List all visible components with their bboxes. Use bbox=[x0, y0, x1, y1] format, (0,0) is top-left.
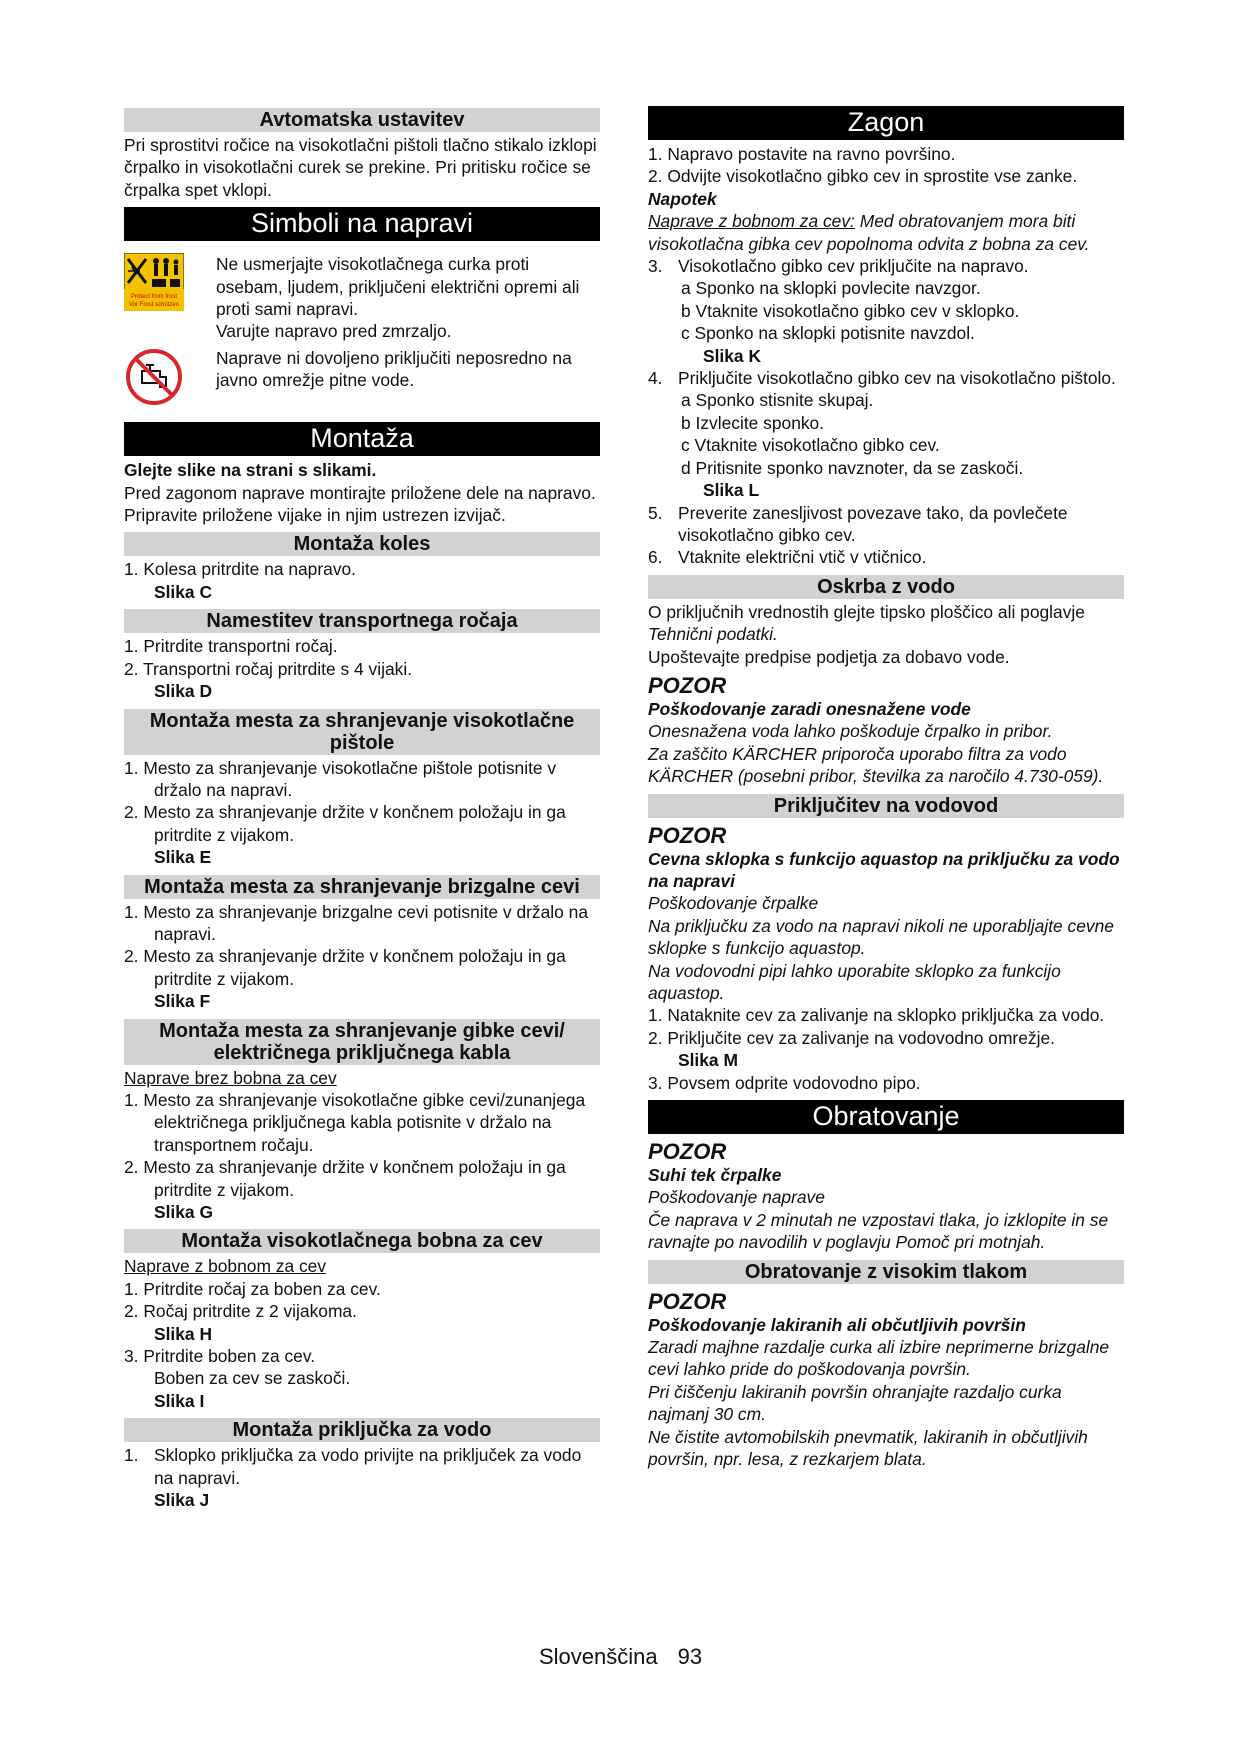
boben-step-3-note: Boben za cev se zaskoči. bbox=[154, 1368, 351, 1389]
zagon-step-2: 2. Odvijte visokotlačno gibko cev in sprostite vse zanke. bbox=[648, 166, 1078, 187]
right-column bbox=[648, 108, 1124, 1471]
obratovanje-warning-0: Poškodovanje naprave bbox=[648, 1187, 825, 1208]
prikljucek-step-1 bbox=[124, 1444, 600, 1489]
oskrba-p1 bbox=[648, 601, 1124, 646]
heading-avtomatska-ustavitev: Avtomatska ustavitev bbox=[124, 108, 600, 132]
zagon-step-5-text: Preverite zanesljivost povezave tako, da povlečete visokotlačno gibko cev. bbox=[678, 502, 1068, 545]
heading-oskrba-z-vodo: Oskrba z vodo bbox=[648, 575, 1124, 599]
symbol-row-2 bbox=[124, 347, 600, 412]
napotek-body: Med obratovanjem mora biti visokotlačna gibka cev popolnoma odvita z bobna za cev. bbox=[648, 211, 1090, 254]
zagon-step-6-num: 6. bbox=[648, 547, 663, 568]
zagon-step-3c: c Sponko na sklopki potisnite navzdol. bbox=[681, 323, 975, 344]
heading-transportni-rocaj: Namestitev transportnega ročaja bbox=[124, 609, 600, 633]
montaza-p1: Pred zagonom naprave montirajte priložene dele na napravo. bbox=[124, 482, 596, 503]
vodovod-step-3: 3. Povsem odprite vodovodno pipo. bbox=[648, 1072, 921, 1093]
zagon-step-3-text: Visokotlačno gibko cev priključite na napravo. bbox=[678, 256, 1029, 277]
gibke-figure-ref: Slika G bbox=[154, 1202, 213, 1222]
zagon-step-3 bbox=[648, 255, 1124, 277]
zagon-step-4d: d Pritisnite sponko navznoter, da se zaskoči. bbox=[681, 457, 1024, 478]
heading-shranjevanje-gibke: Montaža mesta za shranjevanje gibke cevi/ električnega priključnega kabla bbox=[124, 1019, 600, 1065]
heading-simboli: Simboli na napravi bbox=[124, 207, 600, 241]
footer-language: Slovenščina bbox=[538, 1644, 658, 1669]
oskrba-p1-text: O priključnih vrednostih glejte tipsko ploščico ali poglavje bbox=[648, 601, 1085, 622]
zagon-step-4a: a Sponko stisnite skupaj. bbox=[681, 390, 874, 411]
gibke-step-1: 1. Mesto za shranjevanje visokotlačne gibke cevi/zunanjega električnega priključnega kabla potisnite v držalo na transportnem ročaju. bbox=[124, 1089, 586, 1155]
koles-step-1: 1. Kolesa pritrdite na napravo. bbox=[124, 559, 357, 580]
symbol-2-text: Naprave ni dovoljeno priključiti neposredno na javno omrežje pitne vode. bbox=[216, 347, 572, 391]
rocaj-step-2: 2. Transportni ročaj pritrdite s 4 vijaki. bbox=[124, 658, 413, 679]
heading-boben: Montaža visokotlačnega bobna za cev bbox=[124, 1229, 600, 1253]
boben-subheading: Naprave z bobnom za cev bbox=[124, 1256, 327, 1277]
page-footer bbox=[0, 1644, 1241, 1670]
obratovanje-pozor: POZOR bbox=[648, 1139, 727, 1165]
no-drinking-water-connection-icon bbox=[124, 347, 184, 412]
zagon-figure-ref-l: Slika L bbox=[703, 480, 760, 501]
boben-step-1: 1. Pritrdite ročaj za boben za cev. bbox=[124, 1278, 381, 1299]
zagon-step-6 bbox=[648, 546, 1124, 568]
brizgalna-step-1: 1. Mesto za shranjevanje brizgalne cevi potisnite v držalo na napravi. bbox=[124, 901, 589, 944]
zagon-step-4-text: Priključite visokotlačno gibko cev na visokotlačno pištolo. bbox=[678, 368, 1116, 389]
obratovanje-warning-title: Suhi tek črpalke bbox=[648, 1165, 782, 1186]
vodovod-figure-ref: Slika M bbox=[678, 1050, 738, 1071]
visokim-warning-2: Pri čiščenju lakiranih površin ohranjajte razdaljo curka najmanj 30 cm. bbox=[648, 1381, 1062, 1425]
boben-figure-ref-h: Slika H bbox=[154, 1323, 212, 1344]
prikljucek-figure-ref: Slika J bbox=[154, 1490, 210, 1511]
heading-prikljucek-vodo: Montaža priključka za vodo bbox=[124, 1418, 600, 1442]
prikljucek-step-num: 1. bbox=[124, 1445, 139, 1466]
koles-figure-ref: Slika C bbox=[154, 581, 212, 602]
vodovod-warning-0: Poškodovanje črpalke bbox=[648, 893, 819, 914]
heading-shranjevanje-pistole: Montaža mesta za shranjevanje visokotlačne pištole bbox=[124, 709, 600, 755]
oskrba-pozor: POZOR bbox=[648, 672, 727, 698]
montaza-p2: Pripravite priložene vijake in njim ustrezen izvijač. bbox=[124, 505, 506, 526]
heading-shranjevanje-brizgalne: Montaža mesta za shranjevanje brizgalne cevi bbox=[124, 875, 600, 899]
symbol-row-1 bbox=[124, 253, 600, 343]
pistola-figure-ref: Slika E bbox=[154, 847, 212, 868]
vodovod-warning-2: Na vodovodni pipi lahko uporabite sklopko za funkcijo aquastop. bbox=[648, 960, 1061, 1003]
icon-text-frost-en: Protect from frost bbox=[130, 294, 178, 301]
oskrba-p1-ref: Tehnični podatki. bbox=[648, 624, 778, 645]
boben-figure-ref-i: Slika I bbox=[154, 1390, 205, 1411]
oskrba-warning-title: Poškodovanje zaradi onesnažene vode bbox=[648, 698, 971, 719]
visokim-pozor: POZOR bbox=[648, 1288, 727, 1314]
zagon-step-3b: b Vtaknite visokotlačno gibko cev v sklopko. bbox=[681, 300, 1020, 321]
heading-obratovanje: Obratovanje bbox=[648, 1100, 1124, 1134]
heading-visokim-tlakom: Obratovanje z visokim tlakom bbox=[648, 1260, 1124, 1284]
symbol-1-frost-text: Varujte napravo pred zmrzaljo. bbox=[216, 321, 452, 342]
zagon-step-5 bbox=[648, 502, 1124, 547]
oskrba-p2: Upoštevajte predpise podjetja za dobavo vode. bbox=[648, 646, 1010, 667]
visokim-warning-title: Poškodovanje lakiranih ali občutljivih površin bbox=[648, 1314, 1026, 1335]
zagon-step-5-num: 5. bbox=[648, 502, 663, 523]
vodovod-step-2: 2. Priključite cev za zalivanje na vodovodno omrežje. bbox=[648, 1027, 1055, 1048]
zagon-figure-ref-k: Slika K bbox=[703, 345, 761, 366]
left-column bbox=[124, 108, 600, 1511]
rocaj-step-1: 1. Pritrdite transportni ročaj. bbox=[124, 636, 338, 657]
warning-jet-frost-icon bbox=[124, 253, 184, 316]
zagon-step-4c: c Vtaknite visokotlačno gibko cev. bbox=[681, 435, 940, 456]
napotek-text bbox=[648, 210, 1124, 255]
pistola-step-1: 1. Mesto za shranjevanje visokotlačne pištole potisnite v držalo na napravi. bbox=[124, 757, 557, 800]
zagon-step-3-num: 3. bbox=[648, 256, 663, 277]
zagon-step-3a: a Sponko na sklopki povlecite navzgor. bbox=[681, 278, 981, 299]
visokim-warning-3: Ne čistite avtomobilskih pnevmatik, lakiranih in občutljivih površin, npr. lesa, z rezkarjem blata. bbox=[648, 1426, 1088, 1470]
brizgalna-figure-ref: Slika F bbox=[154, 991, 211, 1012]
visokim-warning-1: Zaradi majhne razdalje curka ali izbire neprimerne brizgalne cevi lahko pride do poškodovanja površin. bbox=[648, 1337, 1110, 1380]
zagon-step-4b: b Izvlecite sponko. bbox=[681, 412, 825, 433]
pistola-step-2: 2. Mesto za shranjevanje držite v končnem položaju in ga pritrdite z vijakom. bbox=[124, 802, 566, 845]
heading-montaza-koles: Montaža koles bbox=[124, 532, 600, 556]
prikljucek-step-text: Sklopko priključka za vodo privijte na priključek za vodo na napravi. bbox=[154, 1445, 582, 1488]
avtomatska-text: Pri sprostitvi ročice na visokotlačni pištoli tlačno stikalo izklopi črpalko in visokotlačni curek se prekine. Pri pritisku ročice se črpalka spet vklopi. bbox=[124, 135, 597, 200]
boben-step-3: 3. Pritrdite boben za cev. bbox=[124, 1346, 316, 1367]
oskrba-warning-1: Onesnažena voda lahko poškoduje črpalko in pribor. bbox=[648, 721, 1053, 742]
vodovod-pozor: POZOR bbox=[648, 822, 727, 848]
heading-prikljucitev-vodovod: Priključitev na vodovod bbox=[648, 794, 1124, 818]
boben-step-2: 2. Ročaj pritrdite z 2 vijakoma. bbox=[124, 1301, 357, 1322]
vodovod-step-1: 1. Nataknite cev za zalivanje na sklopko priključka za vodo. bbox=[648, 1005, 1105, 1026]
napotek-label: Napotek bbox=[648, 188, 717, 209]
oskrba-warning-2: Za zaščito KÄRCHER priporoča uporabo filtra za vodo KÄRCHER (posebni pribor, številka za naročilo 4.730-059). bbox=[648, 743, 1104, 787]
gibke-step-2: 2. Mesto za shranjevanje držite v končnem položaju in ga pritrdite z vijakom. bbox=[124, 1157, 566, 1200]
vodovod-warning-title: Cevna sklopka s funkcijo aquastop na priključku za vodo na napravi bbox=[648, 848, 1120, 891]
rocaj-figure-ref: Slika D bbox=[154, 681, 212, 702]
icon-text-frost-de: Vor Frost schützen bbox=[128, 302, 180, 309]
napotek-underline: Naprave z bobnom za cev: bbox=[648, 211, 855, 232]
heading-montaza: Montaža bbox=[124, 422, 600, 456]
gibke-subheading: Naprave brez bobna za cev bbox=[124, 1067, 337, 1088]
zagon-step-1: 1. Napravo postavite na ravno površino. bbox=[648, 144, 956, 164]
montaza-see-figures: Glejte slike na strani s slikami. bbox=[124, 460, 377, 481]
zagon-step-4-num: 4. bbox=[648, 368, 663, 389]
brizgalna-step-2: 2. Mesto za shranjevanje držite v končnem položaju in ga pritrdite z vijakom. bbox=[124, 946, 566, 989]
symbol-1-text: Ne usmerjajte visokotlačnega curka proti osebam, ljudem, priključeni električni opremi ali proti sami napravi. bbox=[216, 254, 580, 320]
zagon-step-4 bbox=[648, 367, 1124, 389]
zagon-step-6-text: Vtaknite električni vtič v vtičnico. bbox=[678, 547, 927, 568]
obratovanje-warning-1: Če naprava v 2 minutah ne vzpostavi tlaka, jo izklopite in se ravnajte po navodilih v poglavju Pomoč pri motnjah. bbox=[648, 1209, 1109, 1253]
vodovod-warning-1: Na priključku za vodo na napravi nikoli ne uporabljajte cevne sklopke s funkcijo aquastop. bbox=[648, 915, 1114, 959]
footer-page-number: 93 bbox=[677, 1644, 703, 1669]
heading-zagon: Zagon bbox=[648, 106, 1124, 140]
